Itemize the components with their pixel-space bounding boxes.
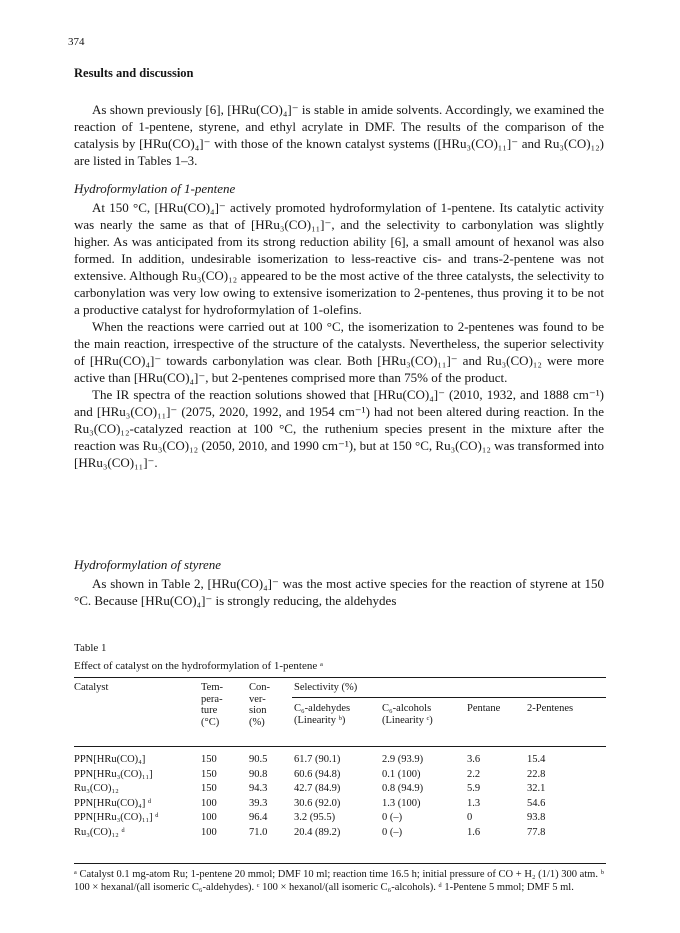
- header-catalyst: Catalyst: [74, 682, 109, 693]
- table-cell-ald: 42.7 (84.9): [294, 783, 341, 794]
- table-cell-alc: 0.8 (94.9): [382, 783, 424, 794]
- section-heading: Results and discussion: [74, 66, 194, 80]
- table-cell-temp: 100: [201, 812, 217, 823]
- table-cell-ald: 61.7 (90.1): [294, 754, 341, 765]
- table-top-rule: [74, 677, 606, 678]
- pentene-section: [74, 199, 604, 471]
- header-conversion: Con- ver- sion (%): [249, 682, 270, 728]
- table-caption: Effect of catalyst on the hydroformylation of 1-pentene ᵃ: [74, 660, 323, 672]
- table-cell-catalyst: PPN[HRu(CO)₄]: [74, 754, 146, 765]
- table-cell-conv: 90.8: [249, 768, 268, 780]
- table-cell-temp: 150: [201, 768, 217, 780]
- table-cell-ald: 30.6 (92.0): [294, 797, 341, 809]
- header-pentenes: 2-Pentenes: [527, 703, 574, 714]
- table-cell-conv: 94.3: [249, 783, 268, 794]
- header-temperature: Tem- pera- ture (°C): [201, 682, 224, 728]
- selectivity-rule: [292, 697, 606, 698]
- table-cell-ald: 3.2 (95.5): [294, 812, 336, 823]
- table-cell-pentane: 1.6: [467, 826, 481, 838]
- header-aldehydes: C₆-aldehydes (Linearity ᵇ): [294, 703, 351, 726]
- table-cell-temp: 100: [201, 826, 217, 838]
- table-cell-pentenes: 32.1: [527, 783, 546, 794]
- table-cell-catalyst: PPN[HRu₃(CO)₁₁] ᵈ: [74, 812, 159, 823]
- table-cell-alc: 2.9 (93.9): [382, 754, 424, 765]
- table-cell-conv: 71.0: [249, 826, 268, 838]
- header-alcohols: C₆-alcohols (Linearity ᶜ): [382, 703, 433, 726]
- pentene-paragraph-1: At 150 °C, [HRu(CO)₄]⁻ actively promoted hydroformylation of 1-pentene. Its catalytic activity was nearly the same as that of [HRu₃(CO)₁₁]⁻, and the selectivity to carbonylation was slightly higher. As was anticipated from its strong reduction ability [6], a small amount of hexanol was also formed. In addition, undesirable isomerization to less-reactive cis- and trans-2-pentene was not extensive. Although Ru₃(CO)₁₂ appeared to be the most active of the three catalysts, the selectivity to carbonylation was very low owing to extensive isomerization to 2-pentenes, thus proving it to be not a productive catalyst for hydroformylation of 1-olefins.: [74, 200, 604, 317]
- table-cell-temp: 100: [201, 797, 217, 809]
- table-cell-pentane: 3.6: [467, 754, 481, 765]
- table-cell-pentenes: 93.8: [527, 812, 546, 823]
- pentene-paragraph-2: When the reactions were carried out at 100 °C, the isomerization to 2-pentenes was found to be the main reaction, irrespective of the structure of the catalysts. Nevertheless, the superior selectivity of [HRu(CO)₄]⁻ towards carbonylation was clear. Both [HRu₃(CO)₁₁]⁻ and Ru₃(CO)₁₂ were more active than [HRu(CO)₄]⁻, but 2-pentenes comprised more than 75% of the product.: [74, 319, 604, 385]
- table-cell-temp: 150: [201, 754, 217, 765]
- table-cell-temp: 150: [201, 783, 217, 794]
- table-cell-pentenes: 22.8: [527, 768, 546, 780]
- table-cell-catalyst: Ru₃(CO)₁₂: [74, 783, 119, 794]
- table-label: Table 1: [74, 642, 107, 654]
- table-cell-pentenes: 77.8: [527, 826, 546, 838]
- styrene-paragraph: As shown in Table 2, [HRu(CO)₄]⁻ was the most active species for the reaction of styrene at 150 °C. Because [HRu(CO)₄]⁻ is strongly reducing, the aldehydes: [74, 576, 604, 608]
- page-number: 374: [68, 36, 85, 48]
- table-cell-alc: 1.3 (100): [382, 797, 421, 809]
- table-cell-alc: 0 (–): [382, 812, 403, 823]
- table-footnote: ᵃ Catalyst 0.1 mg-atom Ru; 1-pentene 20 mmol; DMF 10 ml; reaction time 16.5 h; initial pressure of CO + H₂ (1/1) 300 atm. ᵇ 100 × hexanal/(all isomeric C₆-aldehydes). ᶜ 100 × hexanol/(all isomeric C₆-alcohols). ᵈ 1-Pentene 5 mmol; DMF 5 ml.: [74, 869, 604, 893]
- table-cell-conv: 96.4: [249, 812, 268, 823]
- table-cell-pentane: 1.3: [467, 797, 481, 809]
- intro-paragraph: As shown previously [6], [HRu(CO)₄]⁻ is stable in amide solvents. Accordingly, we examined the reaction of 1-pentene, styrene, and ethyl acrylate in DMF. The results of the comparison of the catalysis by [HRu(CO)₄]⁻ with those of the known catalyst systems ([HRu₃(CO)₁₁]⁻ and Ru₃(CO)₁₂) are listed in Tables 1–3.: [74, 102, 604, 168]
- table-cell-pentane: 2.2: [467, 768, 481, 780]
- table-cell-catalyst: PPN[HRu(CO)₄] ᵈ: [74, 797, 152, 809]
- table-cell-alc: 0.1 (100): [382, 768, 421, 780]
- table-header-rule: [74, 746, 606, 747]
- subheading-pentene: Hydroformylation of 1-pentene: [74, 181, 236, 196]
- pentene-paragraph-3: The IR spectra of the reaction solutions showed that [HRu(CO)₄]⁻ (2010, 1932, and 1888 cm⁻¹) and [HRu₃(CO)₁₁]⁻ (2075, 2020, 1992, and 1954 cm⁻¹) had not been altered during reaction. In the Ru₃(CO)₁₂-catalyzed reaction at 100 °C, the ruthenium species present in the mixture after the reaction was Ru₃(CO)₁₂ (2050, 2010, and 1990 cm⁻¹), but at 150 °C, Ru₃(CO)₁₂ was transformed into [HRu₃(CO)₁₁]⁻.: [74, 387, 604, 470]
- header-selectivity: Selectivity (%): [294, 682, 358, 693]
- table-cell-pentenes: 54.6: [527, 797, 546, 809]
- table-cell-pentane: 5.9: [467, 783, 481, 794]
- table-cell-catalyst: PPN[HRu₃(CO)₁₁]: [74, 768, 153, 780]
- subheading-styrene: Hydroformylation of styrene: [74, 557, 222, 572]
- table-bottom-rule: [74, 863, 606, 864]
- table-cell-conv: 90.5: [249, 754, 268, 765]
- table-cell-conv: 39.3: [249, 797, 268, 809]
- table-cell-ald: 60.6 (94.8): [294, 768, 341, 780]
- table-cell-alc: 0 (–): [382, 826, 403, 838]
- table-cell-pentenes: 15.4: [527, 754, 546, 765]
- header-pentane: Pentane: [467, 703, 501, 714]
- table-cell-pentane: 0: [467, 812, 473, 823]
- table-cell-catalyst: Ru₃(CO)₁₂ ᵈ: [74, 826, 125, 838]
- table-cell-ald: 20.4 (89.2): [294, 826, 341, 838]
